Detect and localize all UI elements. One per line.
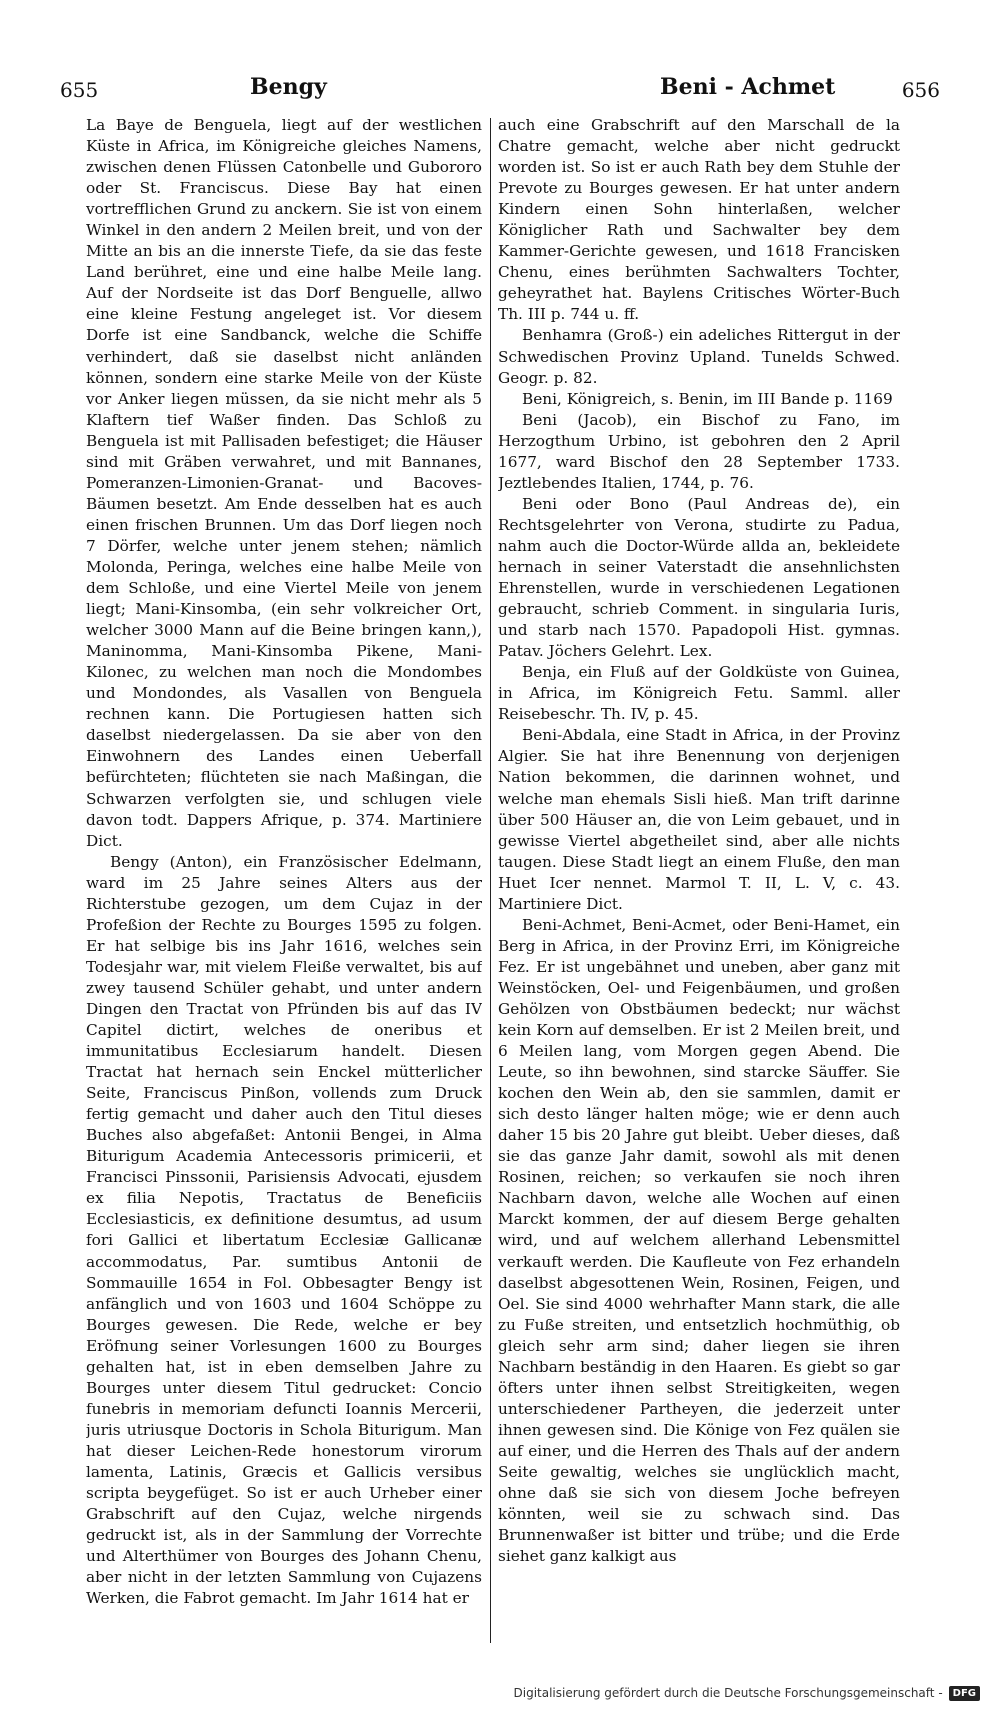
footer-text: Digitalisierung gefördert durch die Deutsche Forschungsgemeinschaft -	[513, 1686, 943, 1700]
digitization-footer	[514, 1683, 981, 1703]
entry-benguela-continued: La Baye de Benguela, liegt auf der westlichen Küste in Africa, im Königreiche gleiches Namens, zwischen denen Flüssen Catonbelle und Gubororo oder St. Franciscus. Diese Bay hat einen vortrefflichen Grund zu anckern. Sie ist von einem Winkel in den andern 2 Meilen breit, und von der Mitte an bis an die innerste Tiefe, da sie das feste Land berühret, eine und eine halbe Meile lang. Auf der Nordseite ist das Dorf Benguelle, allwo eine kleine Festung angeleget ist. Vor diesem Dorfe ist eine Sandbanck, welche die Schiffe verhindert, daß sie daselbst nicht anländen können, sondern eine starke Meile von der Küste vor Anker liegen müssen, da sie nicht mehr als 5 Klaftern tief Waßer finden. Das Schloß zu Benguela ist mit Pallisaden befestiget; die Häuser sind mit Gräben verwahret, und mit Bannanes, Pomeranzen-Limonien-Granat- und Bacoves-Bäumen besetzt. Am Ende desselben hat es auch einen frischen Brunnen. Um das Dorf liegen noch 7 Dörfer, welche unter jenem stehen; nämlich Molonda, Peringa, welches eine halbe Meile von dem Schloße, und eine Viertel Meile von jenem liegt; Mani-Kinsomba, (ein sehr volkreicher Ort, welcher 3000 Mann auf die Beine bringen kann,), Maninomma, Mani-Kinsomba Pikene, Mani-Kilonec, zu welchen man noch die Mondombes und Mondondes, als Vasallen von Benguela rechnen kann. Die Portugiesen hatten sich daselbst niedergelassen. Da sie aber von den Einwohnern des Landes einen Ueberfall befürchteten; flüchteten sie nach Maßingan, die Schwarzen verfolgten sie, und schlugen viele davon todt. Dappers Afrique, p. 374. Martiniere Dict.	[86, 116, 482, 850]
entry-bengy: Bengy (Anton), ein Französischer Edelmann, ward im 25 Jahre seines Alters aus der Richterstube gezogen, um dem Cujaz in der Profeßion der Rechte zu Bourges 1595 zu folgen. Er hat selbige bis ins Jahr 1616, welches sein Todesjahr war, mit vielem Fleiße verwaltet, bis auf zwey tausend Schüler gehabt, und unter andern Dingen den Tractat von Pfründen bis auf das IV Capitel dictirt, welches de oneribus et immunitatibus Ecclesiarum handelt. Diesen Tractat hat hernach sein Enckel mütterlicher Seite, Franciscus Pinßon, vollends zum Druck fertig gemacht und daher auch den Titul dieses Buches also abgefaßet: Antonii Bengei, in Alma Biturigum Academia Antecessoris primicerii, et Francisci Pinssonii, Parisiensis Advocati, ejusdem ex filia Nepotis, Tractatus de Beneficiis Ecclesiasticis, ex definitione desumtus, ad usum fori Gallici et libertatum Ecclesiæ Gallicanæ accommodatus, Par. sumtibus Antonii de Sommauille 1654 in Fol. Obbesagter Bengy ist anfänglich und von 1603 und 1604 Schöppe zu Bourges gewesen. Die Rede, welche er bey Eröfnung seiner Vorlesungen 1600 zu Bourges gehalten hat, ist in eben demselben Jahre zu Bourges unter diesem Titul gedrucket: Concio funebris in memoriam defuncti Ioannis Mercerii, juris utriusque Doctoris in Schola Biturigum. Man hat dieser Leichen-Rede honestorum virorum lamenta, Latinis, Græcis et Gallicis versibus scripta beygefüget. So ist er auch Urheber einer Grabschrift auf den Cujaz, welche nirgends gedruckt ist, als in der Sammlung der Vorrechte und Alterthümer von Bourges des Johann Chenu, aber nicht in der letzten Sammlung von Cujazens Werken, die Fabrot gemacht. Im Jahr 1614 hat er	[86, 852, 482, 1608]
entry-benja: Benja, ein Fluß auf der Goldküste von Guinea, in Africa, im Königreich Fetu. Samml. aller Reisebeschr. Th. IV, p. 45.	[498, 663, 900, 724]
entry-beni-jacob: Beni (Jacob), ein Bischof zu Fano, im Herzogthum Urbino, ist gebohren den 2 April 1677, ward Bischof den 28 September 1733. Jeztlebendes Italien, 1744, p. 76.	[498, 410, 900, 492]
entry-benhamra: Benhamra (Groß-) ein adeliches Rittergut in der Schwedischen Provinz Upland. Tunelds Schwed. Geogr. p. 82.	[498, 326, 900, 387]
entry-bengy-continued: auch eine Grabschrift auf den Marschall de la Chatre gemacht, welche aber nicht gedruckt worden ist. So ist er auch Rath bey dem Stuhle der Prevote zu Bourges gewesen. Er hat unter andern Kindern einen Sohn hinterlaßen, welcher Königlicher Rath und Sachwalter bey dem Kammer-Gerichte gewesen, und 1618 Francisken Chenu, eines berühmten Sachwalters Tochter, geheyrathet hat. Baylens Critisches Wörter-Buch Th. III p. 744 u. ff.	[498, 116, 900, 324]
page-header	[60, 70, 940, 110]
dfg-logo: DFG	[949, 1686, 980, 1701]
page-number-left: 655	[60, 78, 99, 102]
left-column	[86, 115, 482, 1655]
running-head-right: Beni - Achmet	[660, 74, 836, 100]
entry-beni-kingdom: Beni, Königreich, s. Benin, im III Bande p. 1169	[522, 389, 893, 408]
entry-beni-achmet: Beni-Achmet, Beni-Acmet, oder Beni-Hamet, ein Berg in Africa, in der Provinz Erri, im Königreiche Fez. Er ist ungebähnet und uneben, aber ganz mit Weinstöcken, Oel- und Feigenbäumen, und großen Gehölzen von Obstbäumen bedeckt; nur wächst kein Korn auf demselben. Er ist 2 Meilen breit, und 6 Meilen lang, vom Morgen gegen Abend. Die Leute, so ihn bewohnen, sind starcke Säuffer. Sie kochen den Wein ab, den sie sammlen, damit er sich desto länger halten möge; wie er denn auch daher 15 bis 20 Jahre gut bleibt. Ueber dieses, daß sie das ganze Jahr damit, sowohl als mit denen Rosinen, reichen; so verkaufen sie noch ihren Nachbarn davon, welche alle Wochen auf einen Marckt kommen, der auf diesem Berge gehalten wird, und auf welchem allerhand Lebensmittel verkauft werden. Die Kaufleute von Fez erhandeln daselbst abgesottenen Wein, Rosinen, Feigen, und Oel. Sie sind 4000 wehrhafter Mann stark, die alle zu Fuße streiten, und entsetzlich hochmüthig, ob gleich sehr arm sind; daher liegen sie ihren Nachbarn beständig in den Haaren. Es giebt so gar öfters unter ihnen selbst Streitigkeiten, wegen unterschiedener Partheyen, die jederzeit unter ihnen gewesen sind. Die Könige von Fez quälen sie auf einer, und die Herren des Thals auf der andern Seite gewaltig, welches sie unglücklich macht, ohne daß sie sich von diesem Joche befreyen könnten, weil sie zu schwach sind. Das Brunnenwaßer ist bitter und trübe; und die Erde siehet ganz kalkigt aus	[498, 915, 900, 1566]
entry-beni-bono: Beni oder Bono (Paul Andreas de), ein Rechtsgelehrter von Verona, studirte zu Padua, nahm auch die Doctor-Würde allda an, bekleidete hernach in seiner Vaterstadt die ansehnlichsten Ehrenstellen, wurde in verschiedenen Legationen gebraucht, schrieb Comment. in singularia Iuris, und starb nach 1570. Papadopoli Hist. gymnas. Patav. Jöchers Gelehrt. Lex.	[498, 494, 900, 661]
right-column	[498, 115, 900, 1655]
column-divider	[490, 118, 491, 1643]
page-number-right: 656	[901, 78, 940, 102]
running-head-left: Bengy	[250, 74, 327, 100]
entry-beni-abdala: Beni-Abdala, eine Stadt in Africa, in der Provinz Algier. Sie hat ihre Benennung von derjenigen Nation bekommen, die darinnen wohnet, und welche man ehemals Sisli hieß. Man trift darinne über 500 Häuser an, die von Leim gebauet, und in gewisse Viertel abgetheilet sind, aber alle nichts taugen. Diese Stadt liegt an einem Fluße, den man Huet Icer nennet. Marmol T. II, L. V, c. 43. Martiniere Dict.	[498, 726, 900, 913]
